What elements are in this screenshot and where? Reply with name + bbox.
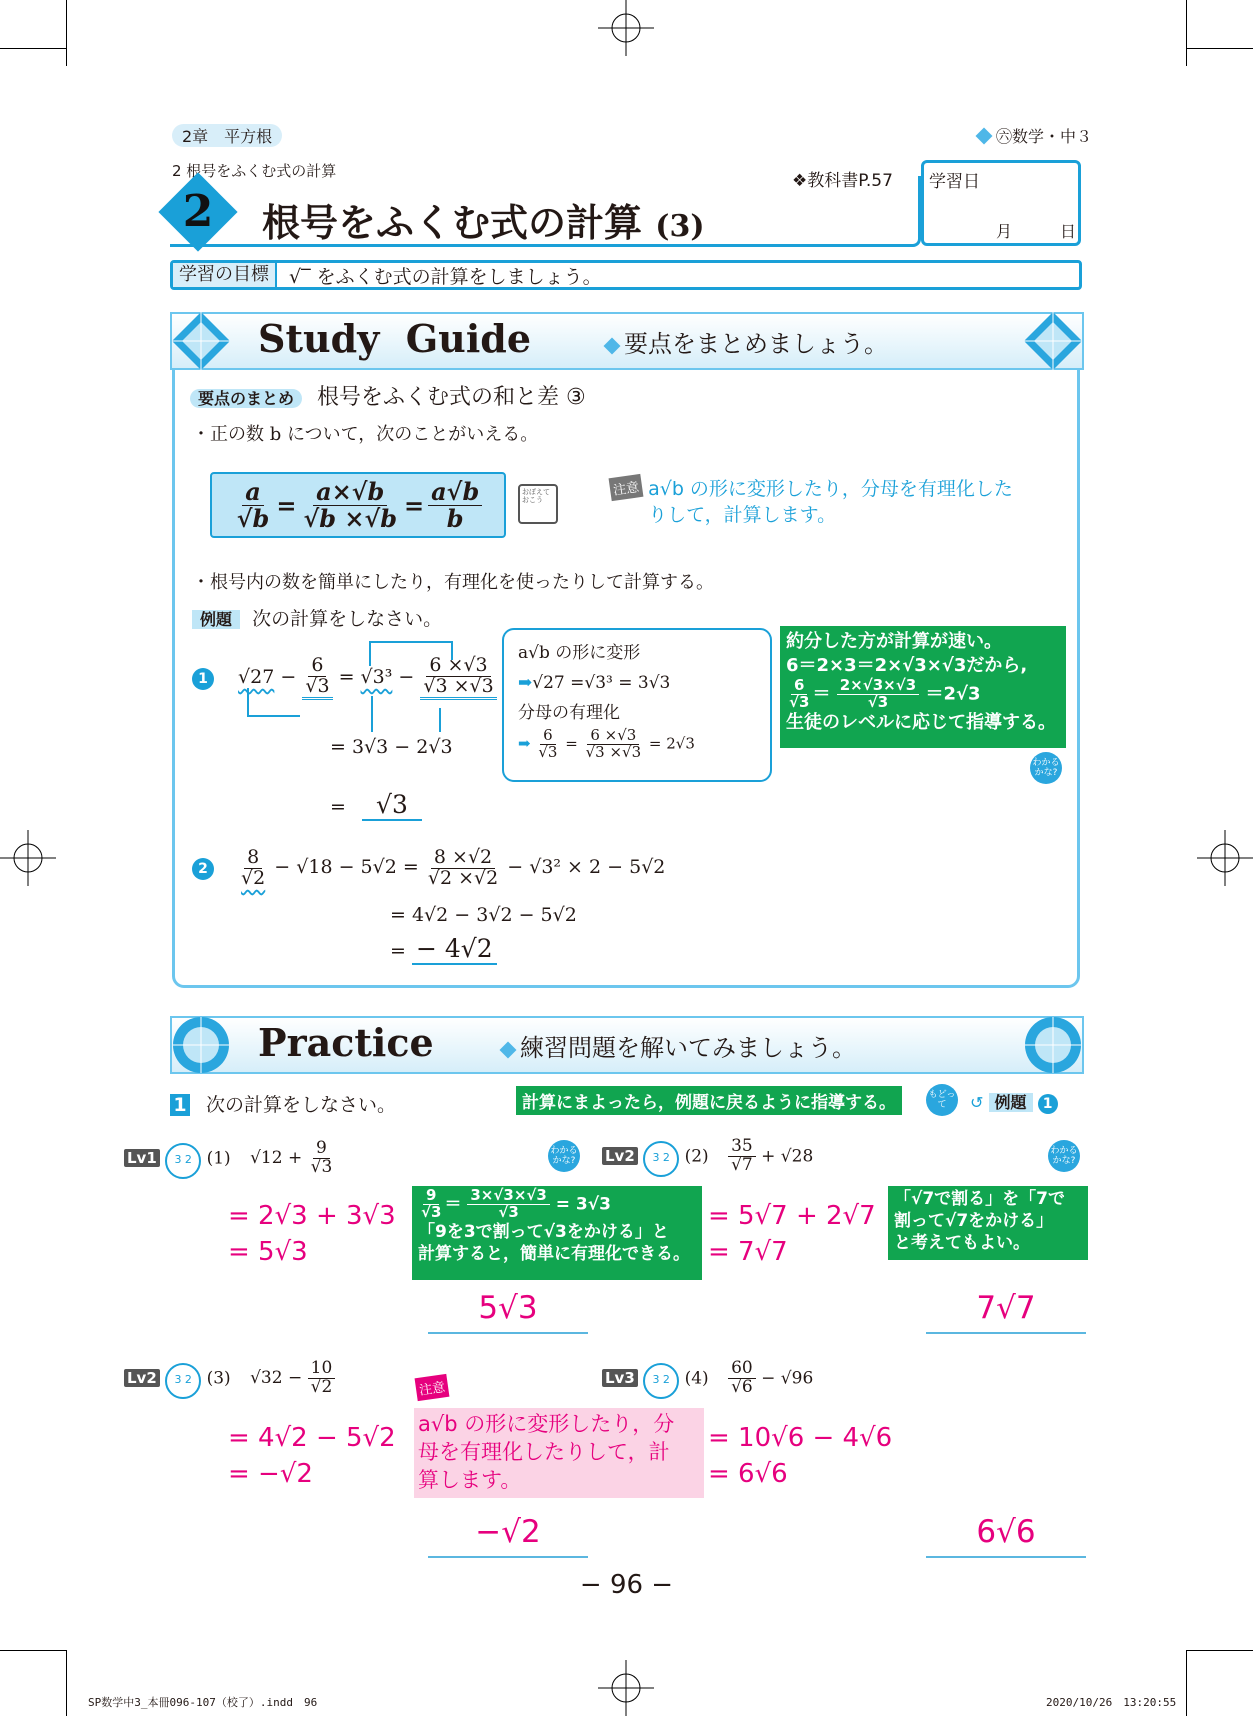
crop-mark (1186, 1650, 1253, 1651)
goal-label: 学習の目標 (173, 263, 277, 287)
day-label: 日 (1060, 222, 1077, 241)
problem-2-header: Lv2 3 2 (2) $\frac{35}{√7}$ + √28 (602, 1138, 813, 1177)
diamond-ornament-icon (1022, 1014, 1084, 1076)
example-2: 2 $\frac{8}{√2}$ − √18 − 5√2 = $\frac{8 \times√2}{√2 \times√2}$ − √3² × 2 − 5√2 (192, 848, 665, 889)
diamond-icon (604, 338, 621, 355)
caution-text-2: りして，計算します。 (648, 504, 837, 526)
diamond-ornament-icon (170, 310, 232, 372)
study-date-box (921, 160, 1081, 246)
answer-line (926, 1332, 1086, 1334)
formula-box: $\frac{a}{√b}$ = $\frac{a\times√b}{√b \times√b}$ = $\frac{a√b}{b}$ (210, 472, 506, 538)
example-instruction: 次の計算をしなさい。 (252, 608, 443, 630)
subject-label: ㊅数学・中３ (972, 124, 1092, 147)
caution-text-1: a√b の形に変形したり，分母を有理化した (648, 478, 1013, 500)
practice-note-3: a√b の形に変形したり，分 母を有理化したりして，計 算します。 (414, 1408, 704, 1498)
study-guide-heading: Study Guide (258, 316, 531, 361)
ex1-line2: = 3√3 − 2√3 (330, 736, 453, 758)
ex1-line3: = √3 (330, 790, 422, 821)
registration-mark-icon (598, 1660, 654, 1716)
level-badge: Lv1 (124, 1149, 160, 1167)
question-number: 1 (170, 1094, 190, 1116)
answer-2: 7√7 (976, 1290, 1036, 1326)
practice-note-1: $\frac{9}{√3}$ ＝ $\frac{3\times√3\times√3}{√3}$ = 3√3 「9を3で割って√3をかける」と 計算すると，簡単に有理化できる。 (412, 1186, 702, 1280)
teacher-note: 約分した方が計算が速い。 6＝2×3＝2×√3×√3だから, $\frac{6}{√3}$ ＝ $\frac{2\times√3\times√3}{√3}$ ＝2√3 生徒のレベルに応じて指導する。 (780, 626, 1066, 748)
return-arrow-icon: ↺ (970, 1093, 984, 1112)
practice-note-2: 「√7で割る」を「7で 割って√7をかける」 と考えてもよい。 (888, 1186, 1088, 1260)
ex1-sqrt27: √27 (238, 665, 275, 688)
problem-4-header: Lv3 3 2 (4) $\frac{60}{√6}$ − √96 (602, 1360, 813, 1399)
ex1-frac1: $\frac{6}{√3}$ (302, 656, 332, 700)
crop-mark (1186, 48, 1253, 49)
level-badge: Lv3 (602, 1369, 638, 1387)
example-1: 1 √27 − $\frac{6}{√3}$ = √3³ − $\frac{6 \times√3}{√3 \times√3}$ (192, 656, 497, 700)
goal-text: √‾ をふくむ式の計算をしましょう。 (289, 265, 602, 288)
study-date-label: 学習日 (929, 172, 980, 192)
back-badge-icon: もどって (926, 1084, 958, 1116)
point-2: ・根号内の数を簡単にしたり，有理化を使ったりして計算する。 (192, 572, 714, 593)
diamond-icon (976, 128, 993, 145)
practice-hint: 計算にまよったら，例題に戻るように指導する。 (516, 1086, 902, 1115)
explanation-box (502, 628, 772, 782)
example-label: 例題 (192, 610, 240, 629)
box-line2: ➡ $\frac{6}{√3}$ = $\frac{6 \times√3}{√3 \times√3}$ = 2√3 (518, 726, 695, 761)
example-row (192, 604, 442, 631)
box-line1: ➡√27 =√3³ = 3√3 (518, 673, 671, 693)
caution-label: 注意 (609, 474, 644, 501)
footer-file: SP数学中3_本冊096-107（校了）.indd 96 (88, 1696, 318, 1709)
diamond-icon (500, 1042, 517, 1059)
footer-timestamp: 2020/10/26 13:20:55 (1046, 1696, 1177, 1709)
problem-3-header: Lv2 3 2 (3) √32 − $\frac{10}{√2}$ (124, 1360, 335, 1399)
diamond-ornament-icon (170, 1014, 232, 1076)
question-instruction: 次の計算をしなさい。 (206, 1094, 397, 1116)
problem-1-work: = 2√3 + 3√3 = 5√3 (228, 1201, 396, 1267)
progress-pie-icon: 3 2 (165, 1143, 201, 1179)
memo-pencil-icon: おぼえておこう (518, 484, 558, 524)
problem-4-work: = 10√6 − 4√6 = 6√6 (708, 1423, 893, 1489)
ex2-frac2: $\frac{8 \times√2}{√2 \times√2}$ (427, 846, 499, 889)
diamond-ornament-icon (1022, 310, 1084, 372)
summary-label: 要点のまとめ (190, 389, 302, 408)
ex2-frac1: $\frac{8}{√2}$ (241, 846, 266, 889)
caution-label: 注意 (415, 1374, 450, 1401)
answer-4: 6√6 (976, 1514, 1036, 1550)
progress-pie-icon: 3 2 (643, 1141, 679, 1177)
page-number: − 96 − (579, 1570, 674, 1600)
summary-title: 根号をふくむ式の和と差 ③ (317, 385, 586, 410)
goal-bar (170, 260, 1082, 290)
ex2-answer: − 4√2 (412, 934, 497, 965)
wakaru-badge-icon: わかるかな? (1030, 752, 1062, 784)
ex2-line2: = 4√2 − 3√2 − 5√2 (390, 904, 577, 926)
ex1-arrows (240, 636, 500, 736)
study-guide-subtitle: 要点をまとめましょう。 (600, 324, 888, 359)
caution-note (610, 476, 1050, 528)
box-sub: 分母の有理化 (518, 703, 620, 723)
textbook-ref: ❖教科書P.57 (792, 171, 893, 191)
wakaru-badge-icon: わかるかな? (548, 1140, 580, 1172)
problem-2-work: = 5√7 + 2√7 = 7√7 (708, 1201, 876, 1267)
month-label: 月 (996, 222, 1013, 241)
level-badge: Lv2 (602, 1147, 638, 1165)
registration-mark-icon (1197, 830, 1253, 886)
crop-mark (0, 48, 66, 49)
summary-row (190, 380, 586, 411)
lesson-title: 根号をふくむ式の計算 (3) (262, 201, 705, 245)
wakaru-badge-icon: わかるかな? (1048, 1140, 1080, 1172)
section-breadcrumb: 2 根号をふくむ式の計算 (172, 162, 337, 180)
progress-pie-icon: 3 2 (165, 1363, 201, 1399)
answer-line (428, 1556, 588, 1558)
ex1-sqrt3-cubed: √3³ (360, 665, 393, 688)
progress-pie-icon: 3 2 (643, 1363, 679, 1399)
crop-mark (1186, 0, 1187, 66)
ex2-line3: = − 4√2 (390, 934, 497, 965)
answer-line (926, 1556, 1086, 1558)
answer-line (428, 1332, 588, 1334)
answer-1: 5√3 (478, 1290, 538, 1326)
crop-mark (1186, 1650, 1187, 1716)
level-badge: Lv2 (124, 1369, 160, 1387)
ex1-answer: √3 (362, 790, 422, 821)
example-number-2: 2 (192, 858, 214, 880)
back-ref[interactable]: ↺ 例題 1 (970, 1090, 1058, 1114)
box-title: a√b の形に変形 (518, 643, 641, 663)
problem-1-header: Lv1 3 2 (1) √12 + $\frac{9}{√3}$ (124, 1140, 335, 1179)
point-1: ・正の数 b について，次のことがいえる。 (192, 424, 539, 445)
crop-mark (66, 1650, 67, 1716)
registration-mark-icon (598, 0, 654, 56)
lesson-number-text: 2 (182, 186, 214, 237)
ex1-frac2: $\frac{6 \times√3}{√3 \times√3}$ (420, 656, 496, 700)
registration-mark-icon (0, 830, 56, 886)
answer-3: −√2 (475, 1514, 541, 1550)
practice-subtitle: 練習問題を解いてみましょう。 (496, 1028, 856, 1063)
practice-heading: Practice (258, 1020, 434, 1065)
crop-mark (0, 1650, 66, 1651)
chapter-label: 2章 平方根 (172, 124, 282, 147)
example-number-1: 1 (192, 668, 214, 690)
problem-3-work: = 4√2 − 5√2 = −√2 (228, 1423, 396, 1489)
question-row (170, 1090, 396, 1117)
crop-mark (66, 0, 67, 66)
